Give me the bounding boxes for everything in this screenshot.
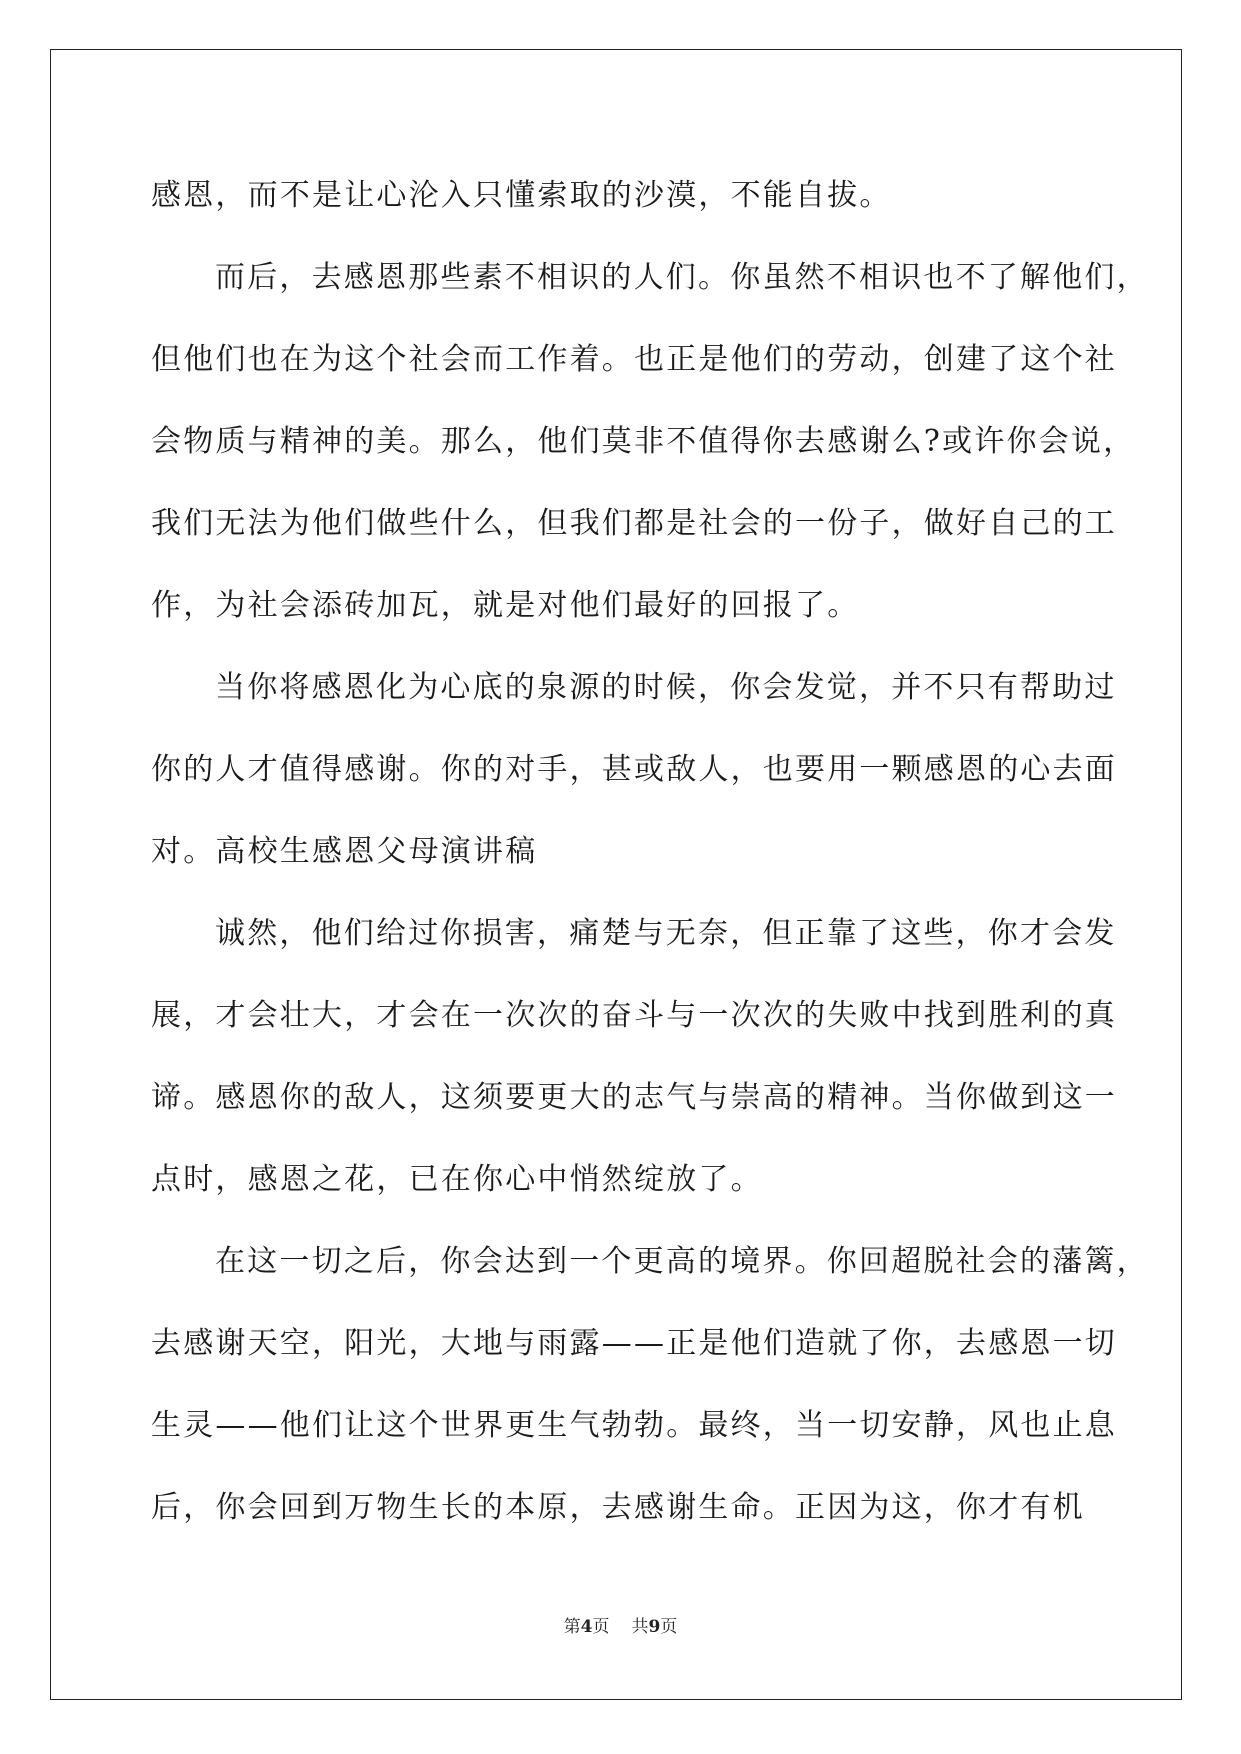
text-line: 对。高校生感恩父母演讲稿 [151,834,538,869]
text-line: 会物质与精神的美。那么，他们莫非不值得你去感谢么?或许你会说， [151,424,1136,459]
text-line: 去感谢天空，阳光，大地与雨露——正是他们造就了你，去感恩一切 [151,1326,1117,1361]
text-line: 感恩，而不是让心沦入只懂索取的沙漠，不能自拔。 [151,178,892,213]
page-number: 4 [580,1617,593,1637]
text-line: 点时，感恩之花，已在你心中悄然绽放了。 [151,1162,763,1197]
text-line: 诚然，他们给过你损害，痛楚与无奈，但正靠了这些，你才会发 [215,916,1117,951]
total-suffix: 页 [660,1617,678,1637]
text-line: 后，你会回到万物生长的本原，去感谢生命。正因为这，你才有机 [151,1490,1085,1525]
text-line: 生灵——他们让这个世界更生气勃勃。最终，当一切安静，风也止息 [151,1408,1117,1443]
text-line: 而后，去感恩那些素不相识的人们。你虽然不相识也不了解他们， [215,260,1149,295]
page-prefix: 第 [563,1617,581,1637]
text-line: 但他们也在为这个社会而工作着。也正是他们的劳动，创建了这个社 [151,342,1117,377]
text-line: 谛。感恩你的敌人，这须要更大的志气与崇高的精神。当你做到这一 [151,1080,1117,1115]
text-line: 展，才会壮大，才会在一次次的奋斗与一次次的失败中找到胜利的真 [151,998,1117,1033]
text-line: 你的人才值得感谢。你的对手，甚或敌人，也要用一颗感恩的心去面 [151,752,1117,787]
text-line: 作，为社会添砖加瓦，就是对他们最好的回报了。 [151,588,860,623]
total-prefix: 共 [631,1617,649,1637]
total-pages: 9 [648,1617,661,1637]
text-line: 我们无法为他们做些什么，但我们都是社会的一份子，做好自己的工 [151,506,1117,541]
page-suffix: 页 [592,1617,610,1637]
page-footer [0,1612,1241,1637]
document-body [151,155,1149,1549]
text-line: 当你将感恩化为心底的泉源的时候，你会发觉，并不只有帮助过 [215,670,1117,705]
text-line: 在这一切之后，你会达到一个更高的境界。你回超脱社会的藩篱， [215,1244,1149,1279]
